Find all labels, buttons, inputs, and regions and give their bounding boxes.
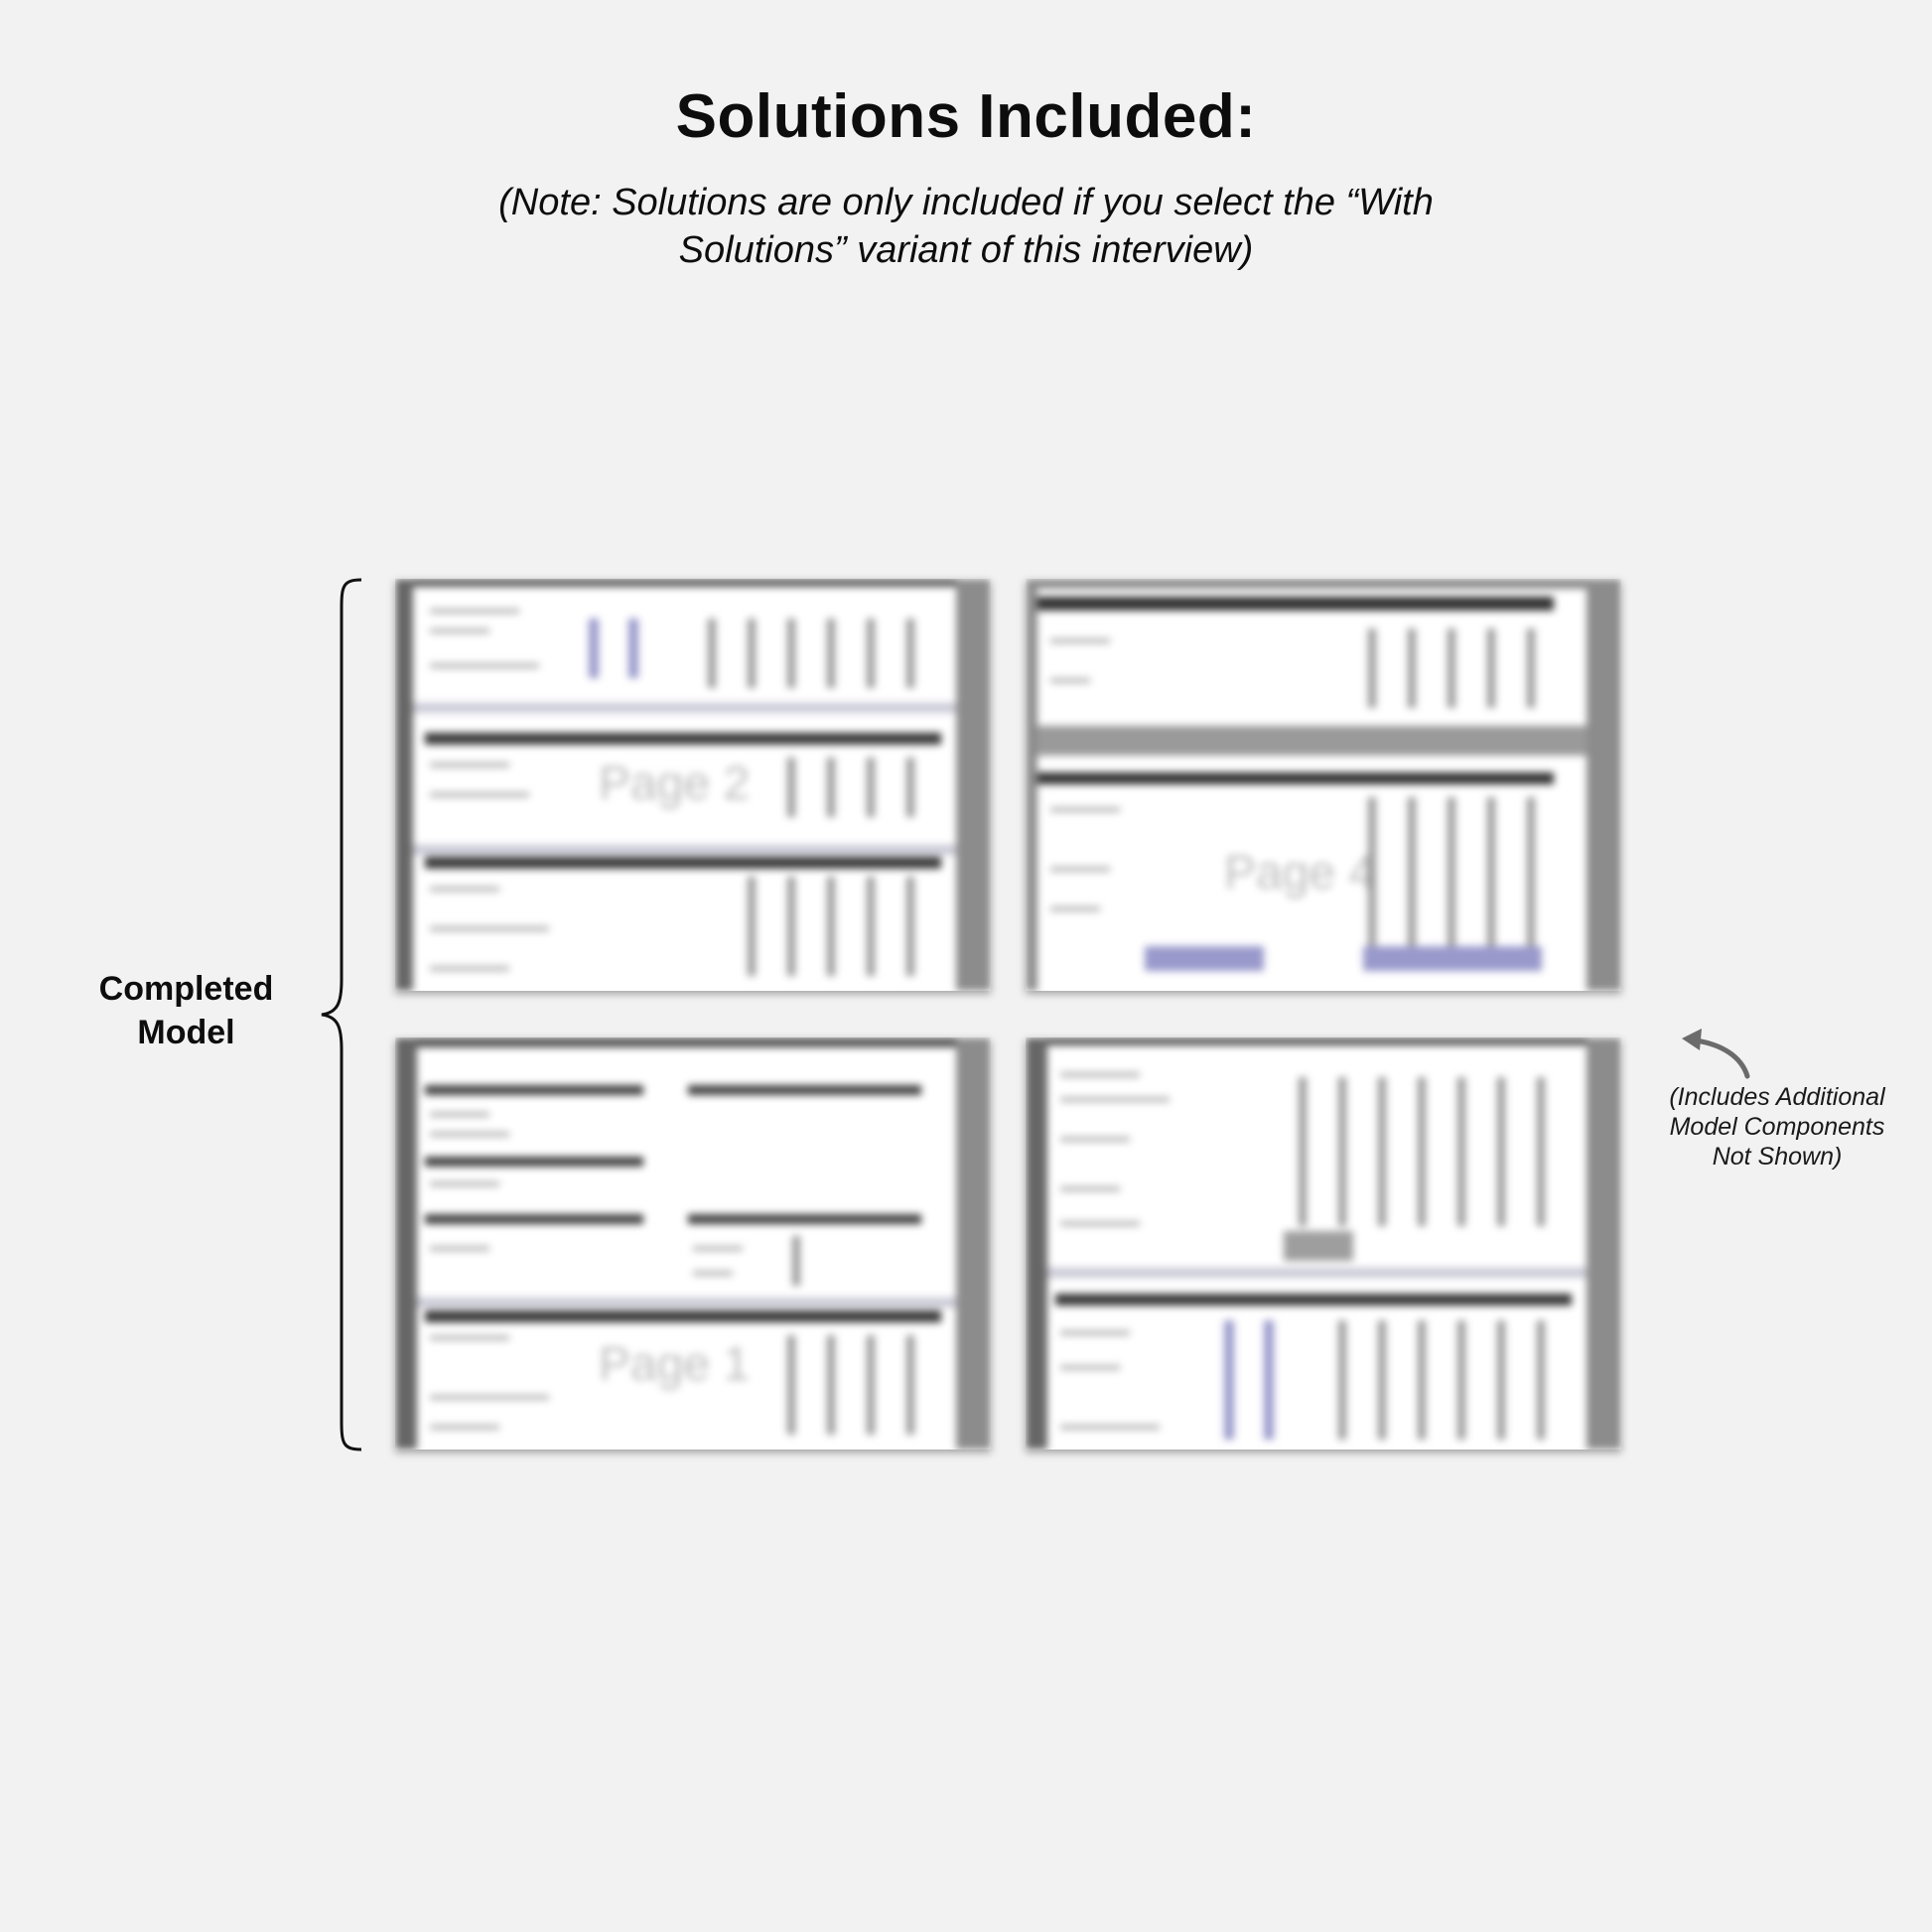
additional-components-note-line-3: Not Shown): [1712, 1143, 1843, 1171]
completed-model-label: [60, 967, 313, 1054]
additional-components-note-line-2: Model Components: [1669, 1113, 1885, 1141]
model-screenshot-1: [395, 579, 991, 991]
curly-brace-icon: [318, 578, 367, 1451]
model-screenshot-4: [1026, 1037, 1621, 1449]
solutions-note-line-2: Solutions” variant of this interview): [678, 229, 1254, 271]
additional-components-note: [1648, 1082, 1906, 1172]
page-title: Solutions Included:: [675, 82, 1257, 151]
solutions-note-line-1: (Note: Solutions are only included if you select the “With: [498, 182, 1434, 223]
thumbnail-watermark: Page 2: [599, 758, 751, 810]
completed-model-label-line-2: Model: [137, 1014, 235, 1051]
thumbnail-watermark: Page 1: [599, 1338, 751, 1391]
additional-components-note-line-1: (Includes Additional: [1669, 1083, 1885, 1111]
model-screenshot-2: [1026, 579, 1621, 991]
thumbnail-watermark: Page 4: [1224, 847, 1376, 899]
curved-arrow-icon: [1676, 1027, 1755, 1082]
model-screenshot-3: [395, 1037, 991, 1449]
completed-model-label-line-1: Completed: [98, 970, 274, 1008]
solutions-note: [420, 179, 1512, 274]
